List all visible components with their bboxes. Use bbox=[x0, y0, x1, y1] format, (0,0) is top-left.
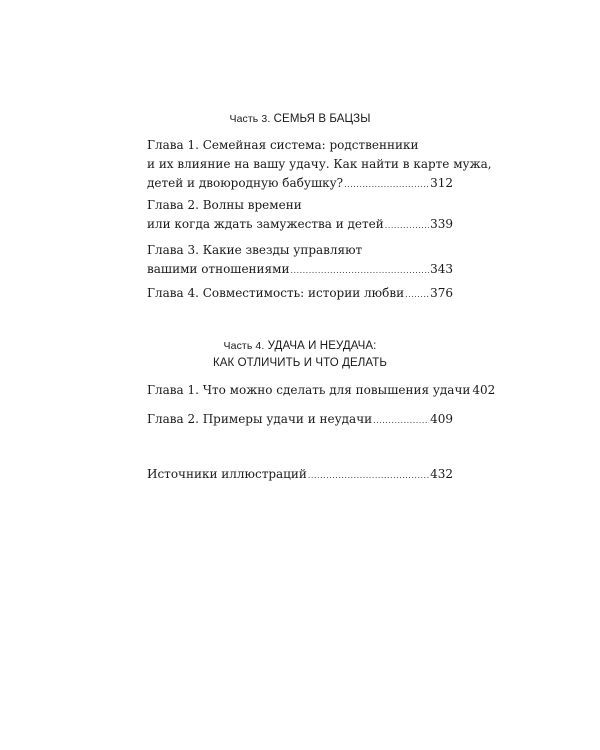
part3-label: Часть 3. bbox=[229, 113, 271, 125]
page-number: 402 bbox=[472, 383, 496, 397]
dot-leader bbox=[373, 411, 429, 430]
dot-leader bbox=[290, 261, 429, 280]
toc-entry-last-line bbox=[147, 215, 453, 235]
toc-entry-line: Глава 3. Какие звезды управляют bbox=[147, 243, 363, 257]
toc-entry-text: Глава 2. Примеры удачи и неудачи bbox=[147, 412, 373, 426]
toc-entry-text: детей и двоюродную бабушку? bbox=[147, 176, 344, 190]
toc-entry-p3-ch4[interactable] bbox=[147, 284, 453, 304]
toc-entry-sources[interactable] bbox=[147, 465, 453, 485]
toc-entry-p3-ch1[interactable] bbox=[147, 136, 492, 194]
dot-leader bbox=[405, 285, 429, 304]
part3-heading bbox=[147, 111, 453, 128]
page-number: 312 bbox=[430, 176, 453, 190]
toc-entry-text: Источники иллюстраций bbox=[147, 467, 307, 481]
toc-entry-line: и их влияние на вашу удачу. Как найти в карте мужа, bbox=[147, 157, 492, 171]
dot-leader bbox=[344, 175, 429, 194]
toc-entry-last-line bbox=[147, 381, 496, 401]
part3-heading-line bbox=[147, 111, 453, 128]
part4-title-line2: КАК ОТЛИЧИТЬ И ЧТО ДЕЛАТЬ bbox=[212, 357, 388, 369]
part4-heading bbox=[147, 338, 453, 372]
toc-entry-p4-ch2[interactable] bbox=[147, 410, 453, 430]
toc-entry-p4-ch1[interactable] bbox=[147, 381, 496, 401]
toc-entry-line: Глава 1. Семейная система: родственники bbox=[147, 138, 419, 152]
toc-entry-last-line bbox=[147, 260, 453, 280]
dot-leader bbox=[308, 466, 429, 485]
part4-heading-line-1 bbox=[147, 338, 453, 355]
part4-title-line1: УДАЧА И НЕУДАЧА: bbox=[267, 340, 377, 352]
toc-entry-text: Глава 1. Что можно сделать для повышения удачи bbox=[147, 383, 471, 397]
dot-leader bbox=[385, 216, 429, 235]
page-number: 376 bbox=[430, 286, 453, 300]
toc-entry-text: Глава 4. Совместимость: истории любви bbox=[147, 286, 405, 300]
toc-entry-last-line bbox=[147, 410, 453, 430]
page-number: 343 bbox=[430, 262, 453, 276]
page-number: 432 bbox=[430, 467, 453, 481]
toc-entry-text: вашими отношениями bbox=[147, 262, 290, 276]
page-number: 409 bbox=[430, 412, 453, 426]
toc-entry-p3-ch2[interactable] bbox=[147, 196, 453, 235]
toc-entry-p3-ch3[interactable] bbox=[147, 241, 453, 280]
part4-label: Часть 4. bbox=[223, 340, 265, 352]
toc-entry-line: Глава 2. Волны времени bbox=[147, 198, 302, 212]
page-number: 339 bbox=[430, 217, 453, 231]
toc-entry-last-line bbox=[147, 465, 453, 485]
toc-entry-last-line bbox=[147, 284, 453, 304]
toc-entry-text: или когда ждать замужества и детей bbox=[147, 217, 384, 231]
toc-entry-last-line bbox=[147, 174, 453, 194]
part3-title: СЕМЬЯ В БАЦЗЫ bbox=[273, 113, 371, 125]
